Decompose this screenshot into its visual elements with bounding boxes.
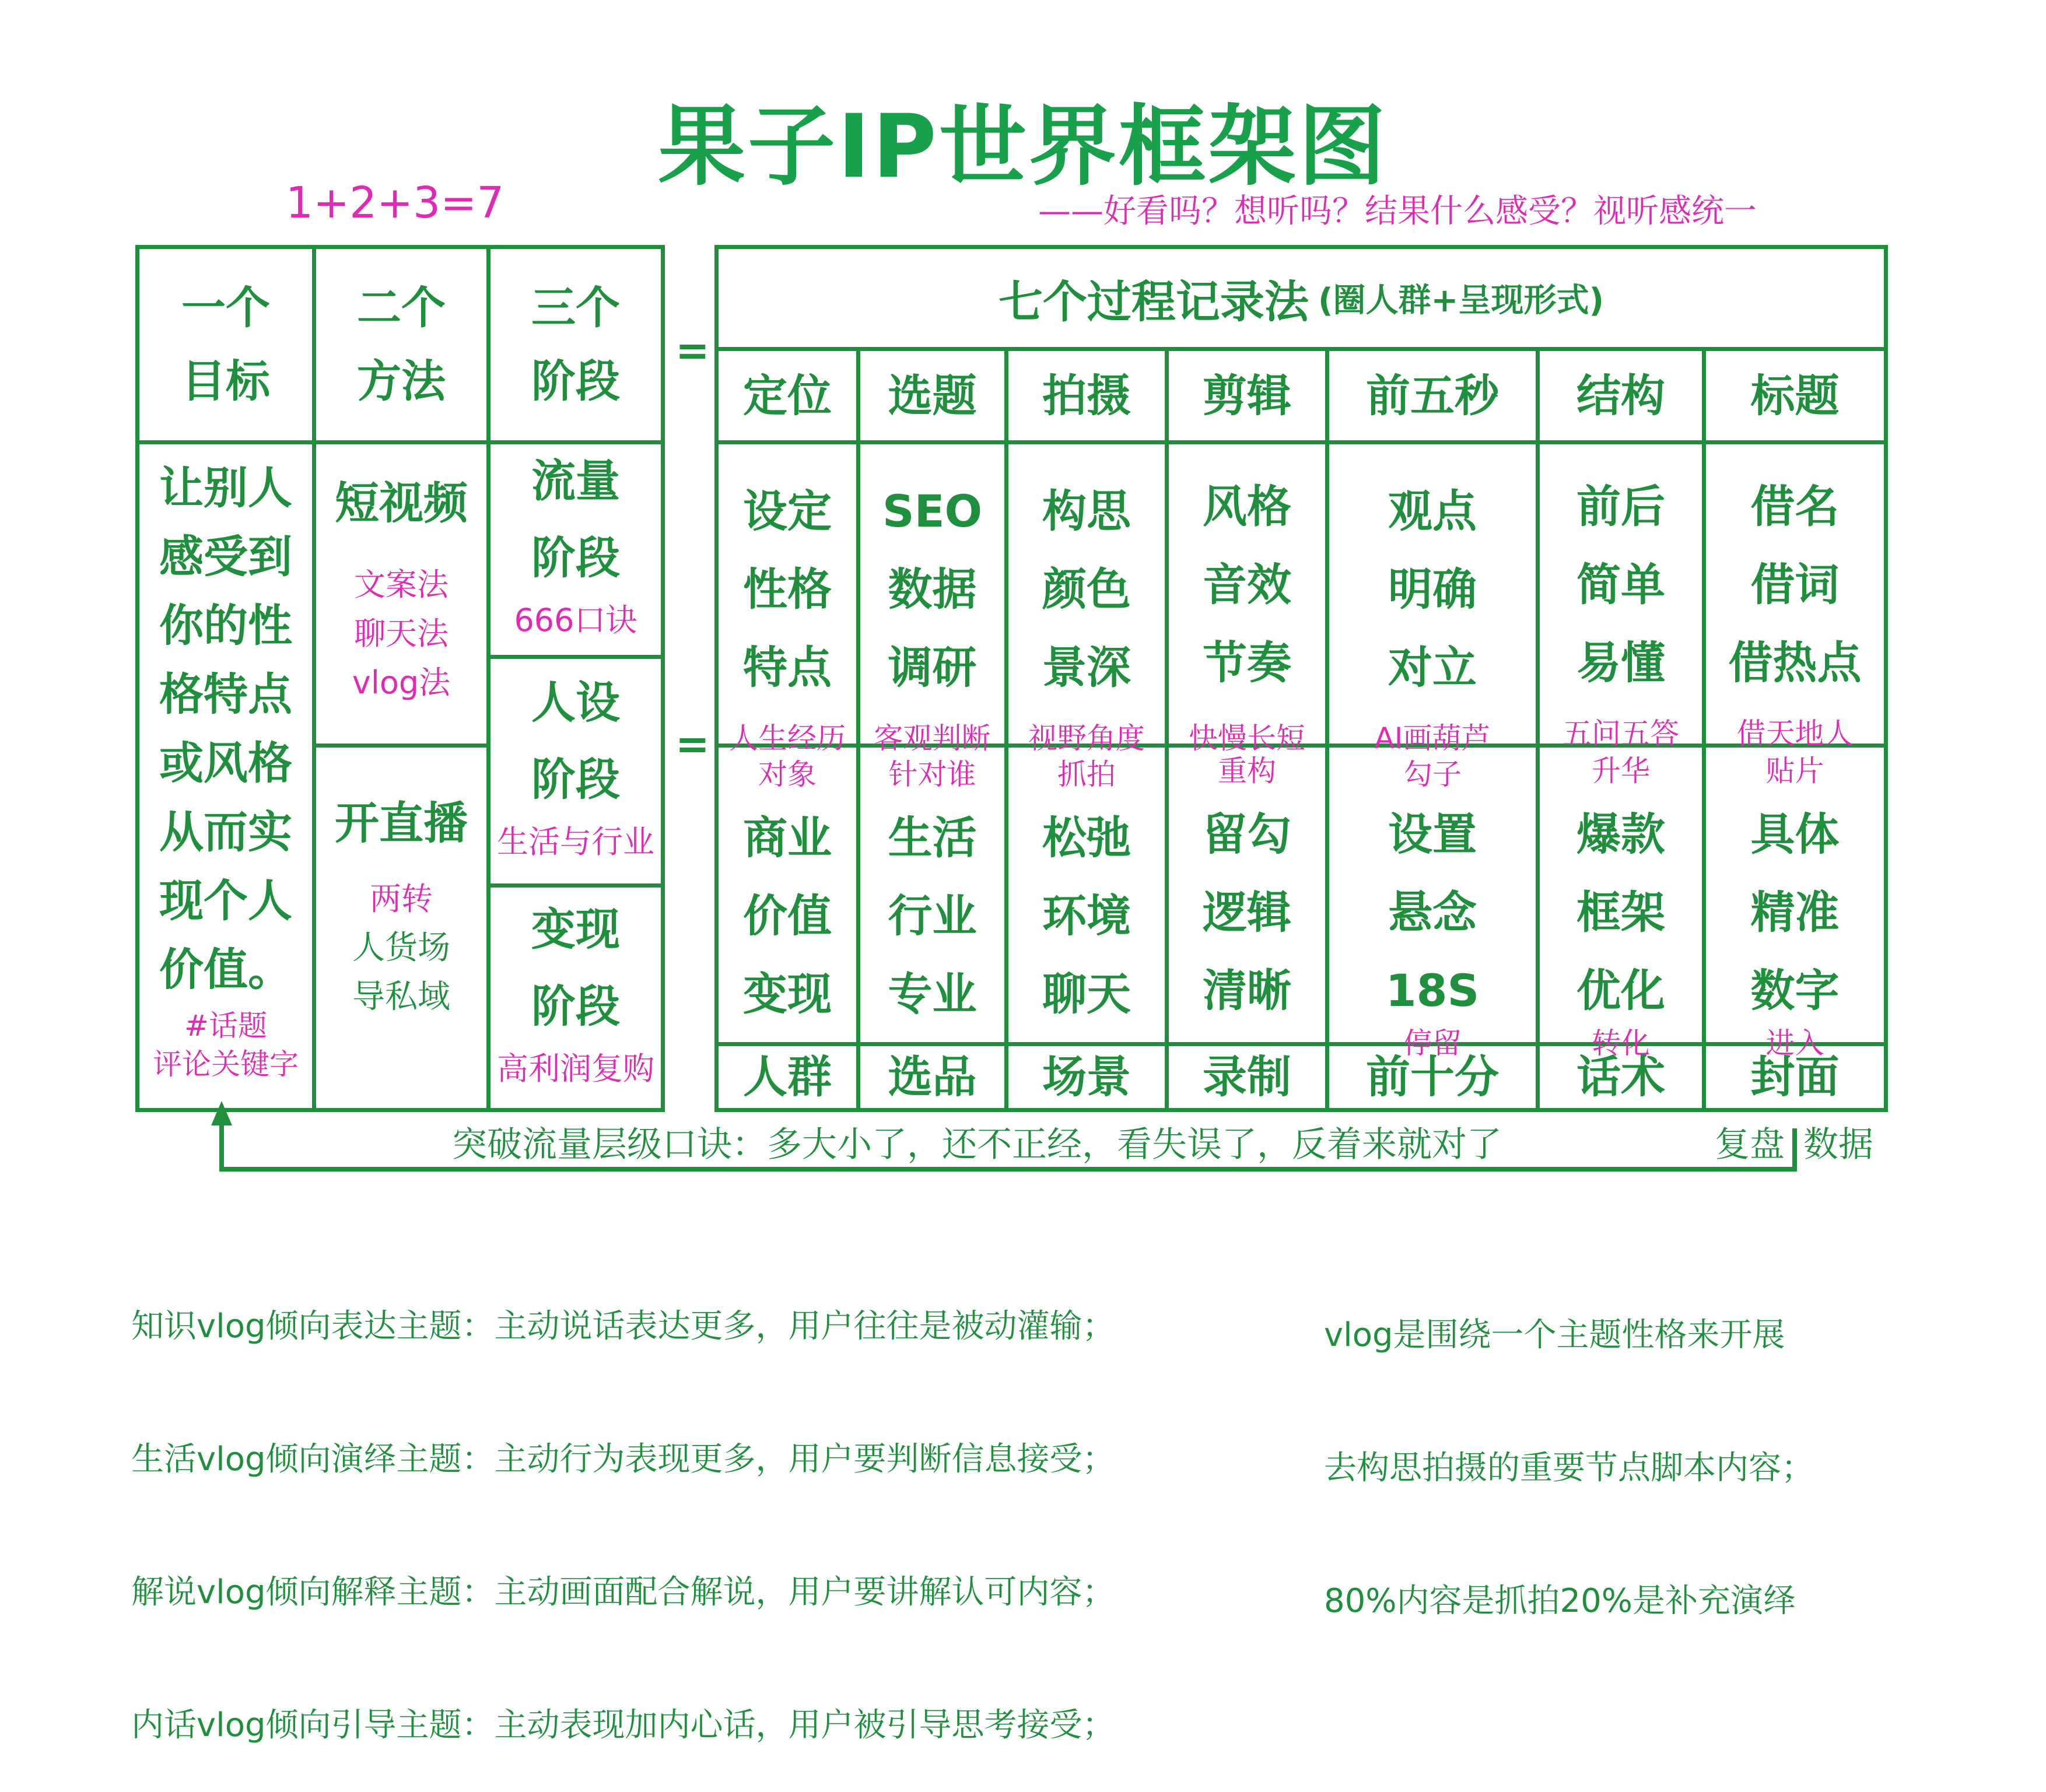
equals-sign-top: = [675,327,710,374]
goal-text: 让别人 感受到 你的性 格特点 或风格 从而实 现个人 价值。 [159,462,292,995]
vlog-type-commentary: 解说vlog倾向解释主题：主动画面配合解说，用户要讲解认可内容； [131,1573,1115,1611]
col-top-shooting: 构思 颜色 景深 视野角度 [1028,485,1145,755]
col-footer-structure: 话术 [1576,1051,1665,1103]
vlog-types-list [131,1216,1115,1792]
col-mid-first-five-seconds: 勾子 设置 悬念 18S 停留 [1385,758,1480,1060]
review-label: 复盘 [1715,1124,1785,1165]
seven-methods-header: 七个过程记录法 (圈人群+呈现形式) [998,275,1604,328]
col-top-first-five-seconds: 观点 明确 对立 AI画葫芦 [1374,485,1491,755]
col-mid-structure: 升华 爆款 框架 优化 转化 [1576,754,1665,1060]
header-method: 二个 方法 [357,282,446,407]
formula-label: 1+2+3=7 [286,178,505,228]
col-footer-editing: 录制 [1203,1051,1291,1103]
col-mid-shooting: 抓拍 松弛 环境 聊天 [1042,758,1131,1020]
method-short-video-notes: 文案法 聊天法 vlog法 [352,566,451,701]
col-mid-title: 贴片 具体 精准 数字 进入 [1750,754,1840,1060]
method-short-video: 短视频 文案法 聊天法 vlog法 [316,444,486,744]
method-live: 开直播 两转 人货场 导私域 [316,748,486,1022]
col-header-shooting: 拍摄 [1042,369,1131,422]
col-mid-editing: 重构 留勾 逻辑 清晰 [1203,754,1291,1016]
header-goal: 一个 目标 [181,282,270,407]
vlog-type-knowledge: 知识vlog倾向表达主题：主动说话表达更多，用户往往是被动灌输； [131,1307,1115,1345]
col-header-editing: 剪辑 [1203,369,1291,422]
goal-notes: #话题 评论关键字 [153,1009,299,1081]
col-top-editing: 风格 音效 节奏 快慢长短 [1189,481,1305,755]
stage-traffic: 流量 阶段 666口诀 [514,455,637,639]
vlog-type-inner-voice: 内话vlog倾向引导主题：主动表现加内心话，用户被引导思考接受； [131,1706,1115,1744]
method-live-notes: 人货场 导私域 [352,929,450,1016]
stage-persona: 人设 阶段 生活与行业 [497,676,654,860]
col-header-positioning: 定位 [743,369,832,422]
page-title: 果子IP世界框架图 [658,96,1388,198]
header-stage: 三个 阶段 [531,282,620,407]
col-mid-topic: 针对谁 生活 行业 专业 [888,758,977,1020]
equals-sign-bottom: = [675,720,710,768]
col-header-first-five-seconds: 前五秒 [1366,369,1499,422]
data-label: 数据 [1803,1124,1873,1165]
col-top-structure: 前后 简单 易懂 五问五答 [1562,481,1679,751]
vlog-note: vlog是围绕一个主题性格来开展 去构思拍摄的重要节点脚本内容； 80%内容是抓拍20%是补充演绎 [1324,1316,1814,1620]
vlog-type-life: 生活vlog倾向演绎主题：主动行为表现更多，用户要判断信息接受； [131,1440,1115,1478]
col-footer-first-five-seconds: 前十分 [1366,1051,1499,1103]
col-mid-positioning: 对象 商业 价值 变现 [743,758,832,1020]
col-top-positioning: 设定 性格 特点 人生经历 [729,485,846,755]
col-footer-topic: 选品 [888,1051,977,1103]
col-footer-title: 封面 [1750,1051,1840,1103]
traffic-breakthrough-mantra: 突破流量层级口诀：多大小了，还不正经，看失误了，反着来就对了 [452,1124,1502,1165]
col-footer-shooting: 场景 [1042,1051,1131,1103]
col-top-title: 借名 借词 借热点 借天地人 [1728,481,1862,751]
stage-monetize: 变现 阶段 高利润复购 [497,903,654,1087]
col-top-topic: SEO 数据 调研 客观判断 [874,485,991,755]
col-header-title: 标题 [1750,369,1840,422]
slogan-text: ——好看吗？想听吗？结果什么感受？视听感统一 [1038,192,1757,230]
col-header-structure: 结构 [1576,369,1665,422]
col-header-topic: 选题 [888,369,977,422]
col-footer-positioning: 人群 [743,1051,832,1103]
